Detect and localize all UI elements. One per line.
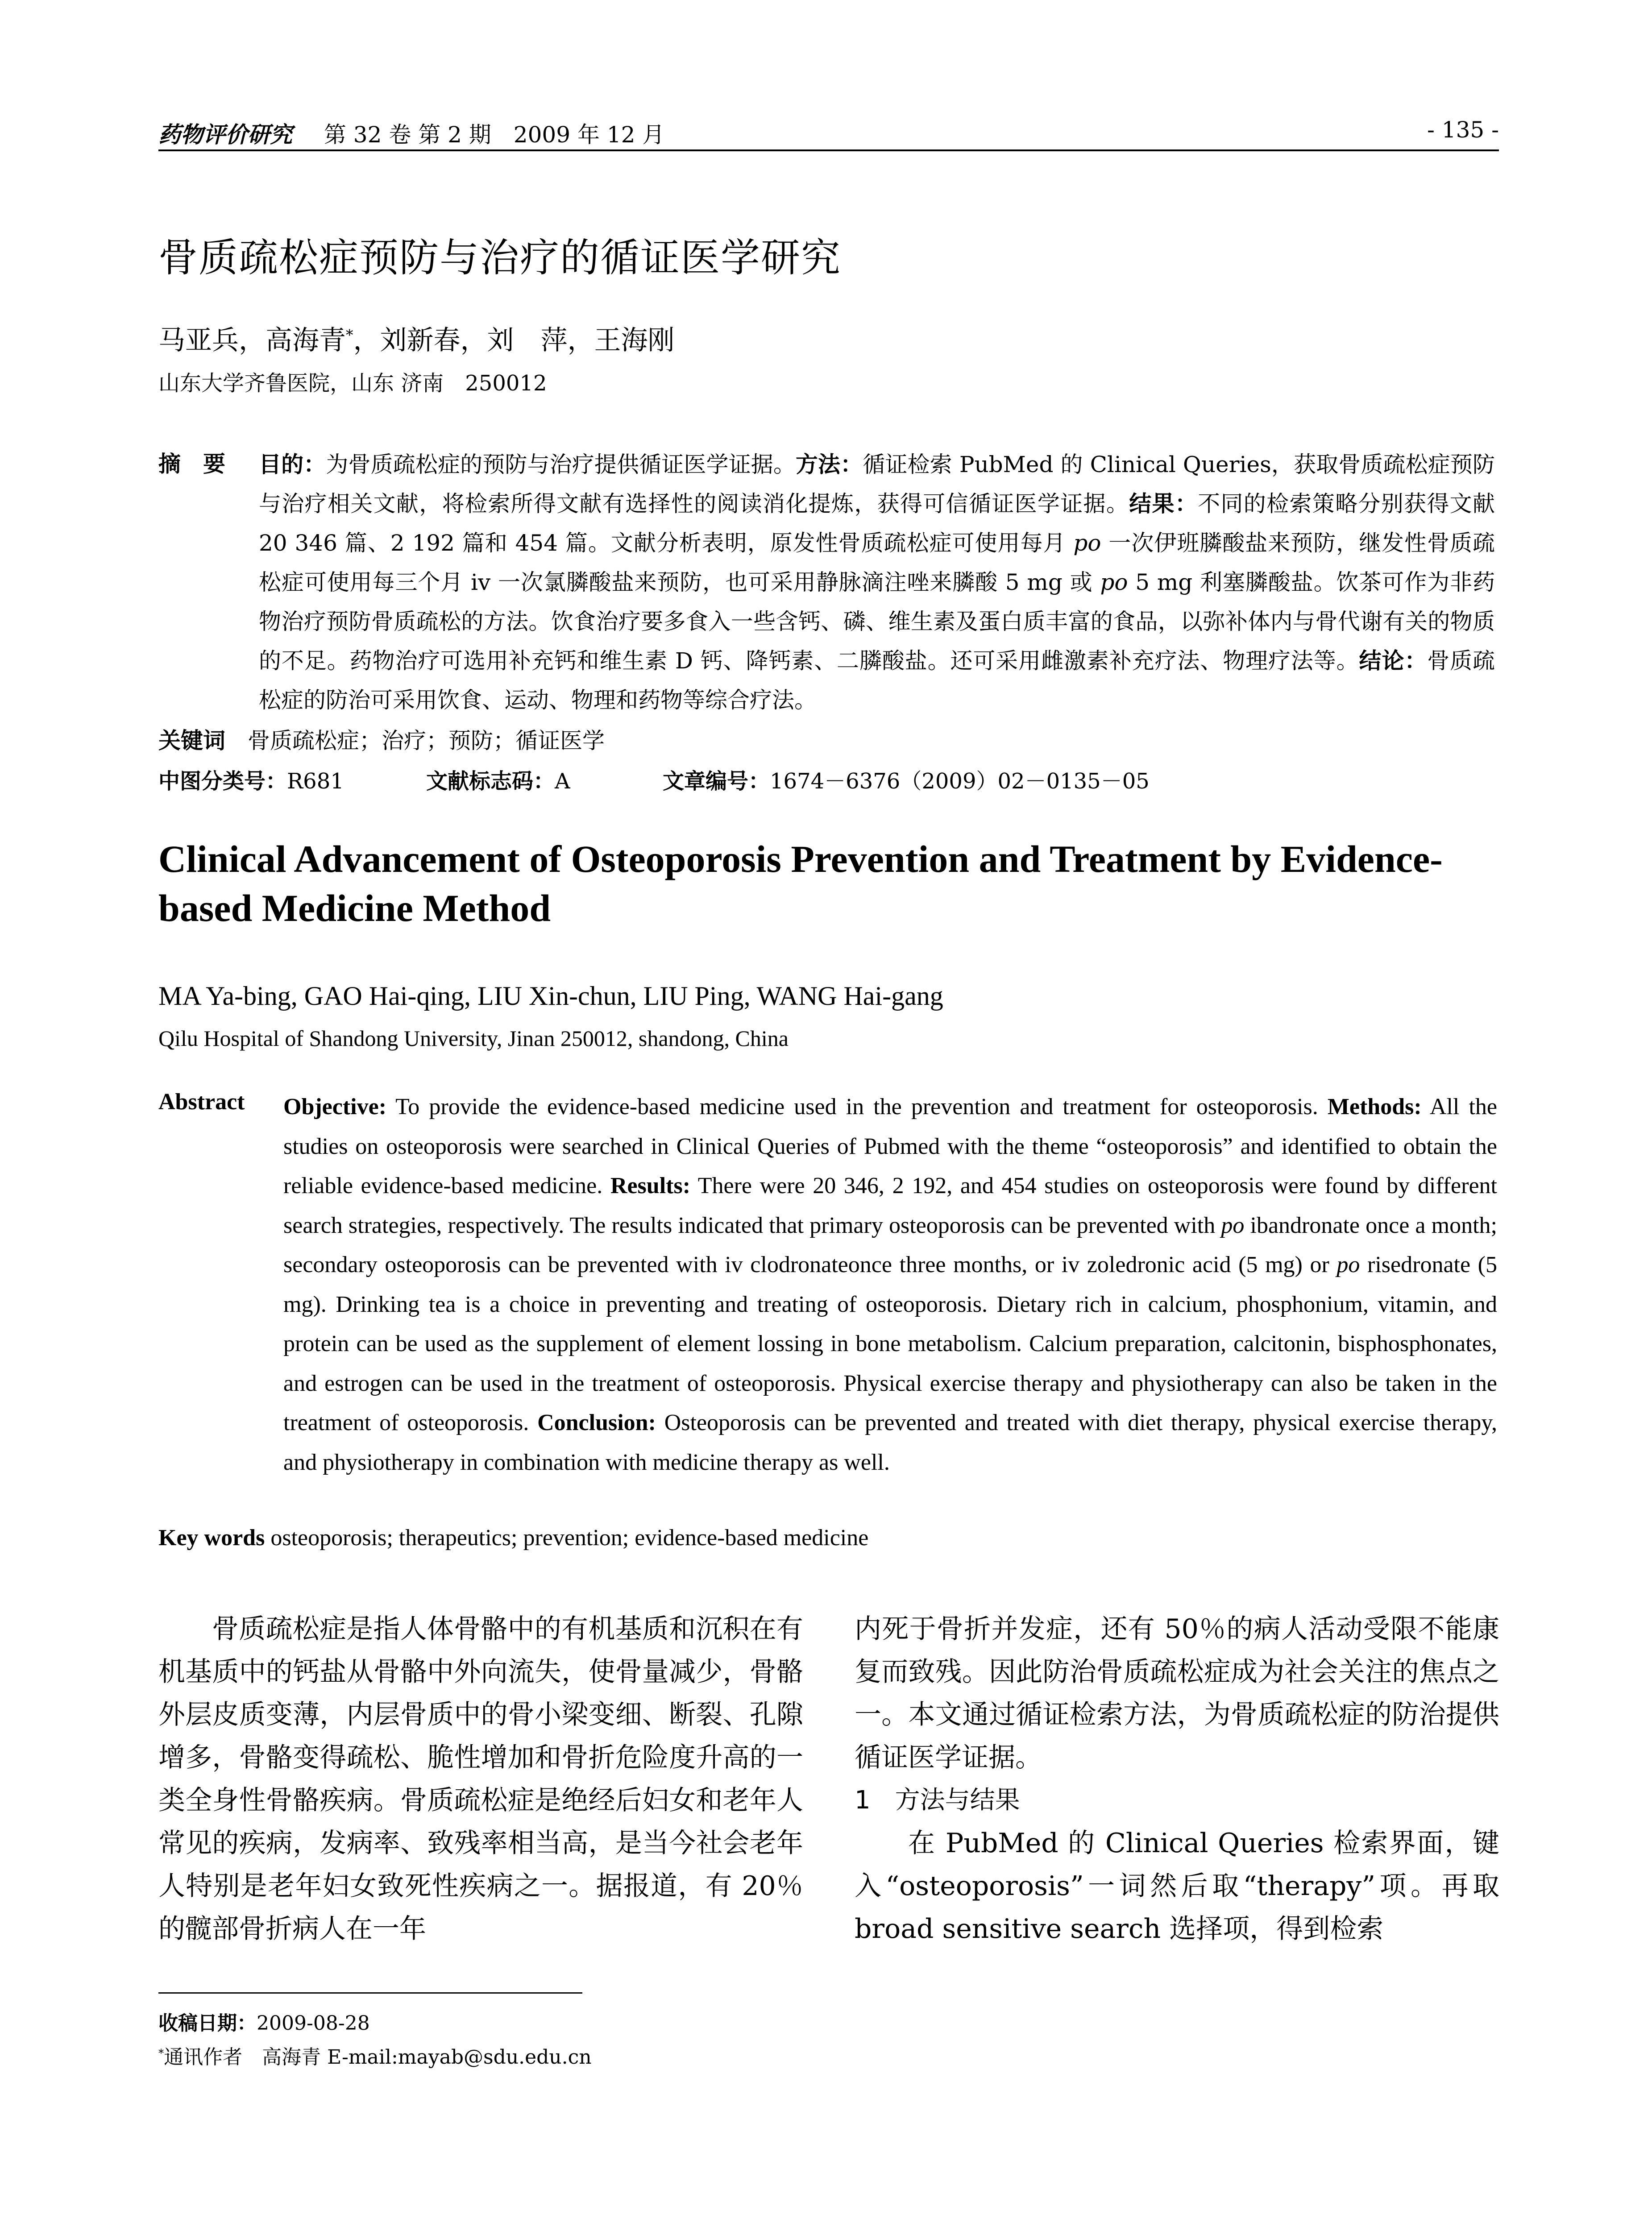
cn-results-3: 5 mg 利塞膦酸盐。饮茶可作为非药物治疗预防骨质疏松的方法。饮食治疗要多食入一些含钙、磷、维生素及蛋白质丰富的食品，以弥补体内与骨代谢有关的物质的不足。药物治疗可选用补充钙和维生素 D 钙、降钙素、二膦酸盐。还可采用雌激素补充疗法、物理疗法等。 bbox=[259, 569, 1495, 674]
cn-keywords bbox=[158, 723, 605, 755]
cn-po-1: po bbox=[1073, 530, 1101, 556]
page-number: - 135 - bbox=[1427, 117, 1499, 143]
cn-conclusion-label: 结论： bbox=[1359, 648, 1428, 674]
cn-abstract-label: 摘 要 bbox=[158, 451, 225, 477]
section-title: 方法与结果 bbox=[895, 1786, 1020, 1815]
corresponding-mark: * bbox=[346, 326, 353, 344]
body-paragraph: 骨质疏松症是指人体骨骼中的有机基质和沉积在有机基质中的钙盐从骨骼中外向流失，使骨量减少，骨骼外层皮质变薄，内层骨质中的骨小梁变细、断裂、孔隙增多，骨骼变得疏松、脆性增加和骨折危险度升高的一类全身性骨骼疾病。骨质疏松症是绝经后妇女和老年人常见的疾病，发病率、致残率相当高，是当今社会老年人特别是老年妇女致死性疾病之一。据报道，有 20％的髋部骨折病人在一年 bbox=[158, 1613, 803, 1945]
article-no-label: 文章编号： bbox=[663, 769, 770, 794]
en-conclusion: Osteoporosis can be prevented and treated with diet therapy, physical exercise therapy, and physiotherapy in combination with medicine therapy as well. bbox=[283, 1410, 1497, 1475]
cn-abstract-body bbox=[259, 445, 1495, 720]
cn-keywords-value: 骨质疏松症；治疗；预防；循证医学 bbox=[248, 728, 605, 754]
body-paragraph: 在 PubMed 的 Clinical Queries 检索界面，键入“osteoporosis”一词然后取“therapy”项。再取 broad sensitive search 选择项，得到检索 bbox=[855, 1828, 1499, 1945]
cn-affiliation: 山东大学齐鲁医院，山东 济南 250012 bbox=[158, 371, 547, 396]
en-keywords-value: osteoporosis; therapeutics; prevention; evidence-based medicine bbox=[270, 1525, 869, 1551]
cn-keywords-label: 关键词 bbox=[158, 728, 225, 754]
en-objective: To provide the evidence-based medicine used in the prevention and treatment for osteoporosis. bbox=[386, 1094, 1328, 1120]
cn-objective: 为骨质疏松症的预防与治疗提供循证医学证据。 bbox=[326, 452, 796, 477]
en-methods-label: Methods: bbox=[1327, 1094, 1422, 1120]
en-results-3: risedronate (5 mg). Drinking tea is a choice in preventing and treating of osteoporosis. Dietary rich in calcium, phosphonium, vitamin, and protein can be used as the supplement of element lossing in bone metabolism. Calcium preparation, calcitonin, bisphosphonates, and estrogen can be used in the treatment of osteoporosis. Physical exercise therapy and physiotherapy can also be taken in the treatment of osteoporosis. bbox=[283, 1252, 1497, 1435]
clc-value: R681 bbox=[287, 769, 344, 794]
received-label: 收稿日期： bbox=[158, 2012, 257, 2035]
cn-methods-label: 方法： bbox=[795, 452, 863, 477]
corresponding-author bbox=[158, 2041, 592, 2069]
received-value: 2009-08-28 bbox=[257, 2012, 370, 2035]
cn-objective-label: 目的： bbox=[259, 452, 326, 477]
issue-info: 第 32 卷 第 2 期 2009 年 12 月 bbox=[324, 122, 665, 148]
journal-name: 药物评价研究 bbox=[158, 121, 292, 148]
en-title: Clinical Advancement of Osteoporosis Prevention and Treatment by Evidence-based Medicine Method bbox=[158, 838, 1443, 929]
doc-code-value: A bbox=[555, 769, 570, 794]
cn-authors bbox=[158, 319, 675, 357]
en-results-label: Results: bbox=[610, 1173, 691, 1198]
running-header bbox=[158, 117, 1499, 149]
en-results-1: There were 20 346, 2 192, and 454 studies on osteoporosis were found by different search strategies, respectively. The results indicated that primary osteoporosis can be prevented with bbox=[283, 1173, 1497, 1238]
body-paragraph: 内死于骨折并发症，还有 50％的病人活动受限不能康复而致残。因此防治骨质疏松症成为社会关注的焦点之一。本文通过循证检索方法，为骨质疏松症的防治提供循证医学证据。 bbox=[855, 1613, 1499, 1773]
en-keywords-label: Key words bbox=[158, 1525, 265, 1551]
cn-conclusion: 骨质疏松症的防治可采用饮食、运动、物理和药物等综合疗法。 bbox=[259, 648, 1495, 713]
section-heading bbox=[855, 1779, 1499, 1822]
corresponding-value: 通讯作者 高海青 E-mail:mayab@sdu.edu.cn bbox=[164, 2046, 592, 2069]
doc-code-label: 文献标志码： bbox=[426, 769, 555, 794]
corresponding-mark: * bbox=[158, 2047, 164, 2060]
cn-authors-pre: 马亚兵，高海青 bbox=[158, 325, 346, 356]
cn-authors-post: ，刘新春，刘 萍，王海刚 bbox=[353, 325, 675, 356]
en-abstract-body bbox=[283, 1087, 1497, 1482]
header-rule bbox=[158, 149, 1499, 151]
cn-results-1: 不同的检索策略分别获得文献 20 346 篇、2 192 篇和 454 篇。文献分析表明，原发性骨质疏松症可使用每月 bbox=[259, 491, 1495, 556]
article-no-value: 1674－6376（2009）02－0135－05 bbox=[770, 769, 1150, 794]
en-po-2: po bbox=[1337, 1252, 1360, 1277]
cn-results-2: 一次伊班膦酸盐来预防，继发性骨质疏松症可使用每三个月 iv 一次氯膦酸盐来预防，也可采用静脉滴注唑来膦酸 5 mg 或 bbox=[259, 530, 1495, 595]
en-abstract-label: Abstract bbox=[158, 1089, 245, 1115]
clc-label: 中图分类号： bbox=[158, 769, 287, 794]
section-number: 1 bbox=[855, 1786, 871, 1815]
body-column-left bbox=[158, 1608, 803, 1950]
en-objective-label: Objective: bbox=[283, 1094, 387, 1120]
en-conclusion-label: Conclusion: bbox=[537, 1410, 656, 1435]
en-results-2: ibandronate once a month; secondary osteoporosis can be prevented with iv clodronateonce three months, or iv zoledronic acid (5 mg) or bbox=[283, 1212, 1497, 1277]
cn-title: 骨质疏松症预防与治疗的循证医学研究 bbox=[158, 235, 842, 281]
en-po-1: po bbox=[1221, 1212, 1245, 1238]
footnote-rule bbox=[158, 1992, 582, 1994]
en-methods: All the studies on osteoporosis were searched in Clinical Queries of Pubmed with the theme “osteoporosis” and identified to obtain the reliable evidence-based medicine. bbox=[283, 1094, 1497, 1198]
cn-po-2: po bbox=[1100, 569, 1128, 595]
cn-classification bbox=[158, 764, 1150, 795]
received-date bbox=[158, 2007, 370, 2036]
en-affiliation: Qilu Hospital of Shandong University, Jinan 250012, shandong, China bbox=[158, 1026, 789, 1051]
en-authors: MA Ya-bing, GAO Hai-qing, LIU Xin-chun, LIU Ping, WANG Hai-gang bbox=[158, 981, 943, 1011]
en-keywords bbox=[158, 1525, 868, 1551]
cn-results-label: 结果： bbox=[1129, 491, 1198, 517]
body-column-right bbox=[855, 1608, 1499, 1950]
cn-methods: 循证检索 PubMed 的 Clinical Queries，获取骨质疏松症预防与治疗相关文献，将检索所得文献有选择性的阅读消化提炼，获得可信循证医学证据。 bbox=[259, 452, 1495, 517]
